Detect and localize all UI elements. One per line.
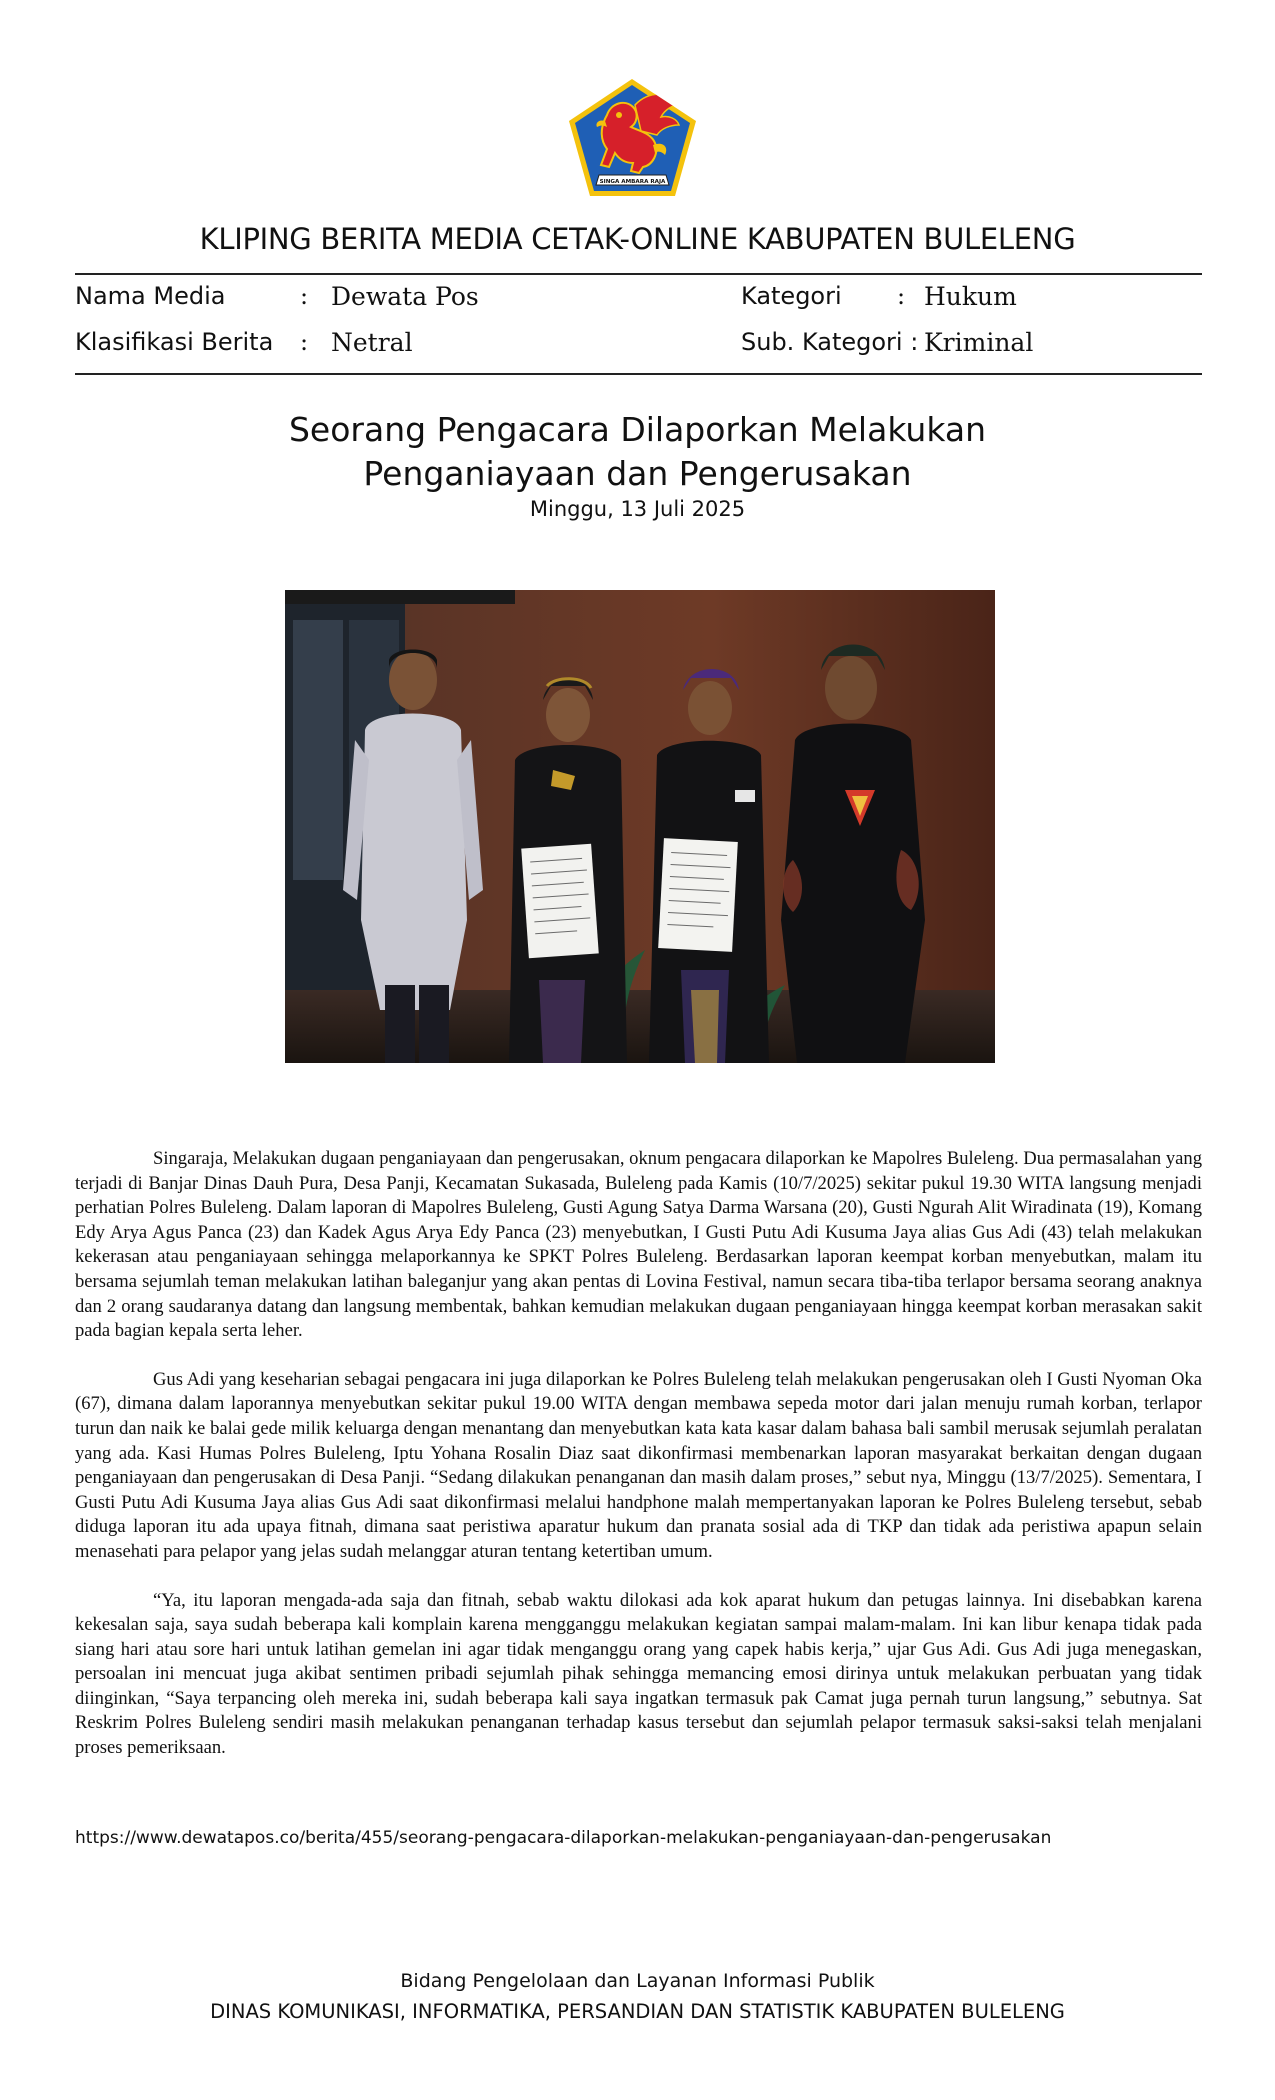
nama-media-colon: : xyxy=(300,282,309,310)
clipping-header-title: KLIPING BERITA MEDIA CETAK-ONLINE KABUPATEN BULELENG xyxy=(199,222,1076,256)
logo-motto: SINGA AMBARA RAJA xyxy=(599,179,666,185)
article-paragraph-2: Gus Adi yang keseharian sebagai pengacara ini juga dilaporkan ke Polres Buleleng telah melakukan pengerusakan oleh I Gusti Nyoman Oka (67), dimana dalam laporannya menyebutkan sekitar pukul 19.00 WITA dengan membawa sepeda motor dari jalan menuju rumah korban, terlapor turun dan naik ke balai gede milik keluarga dengan menantang dan menyebutkan kata kata kasar dalam bahasa bali sambil merusak sejumlah peralatan yang ada. Kasi Humas Polres Buleleng, Iptu Yohana Rosalin Diaz saat dikonfirmasi membenarkan laporan masyarakat berkaitan dengan dugaan penganiayaan dan pengerusakan di Desa Panji. “Sedang dilakukan penanganan dan masih dalam proses,” sebut nya, Minggu (13/7/2025). Sementara, I Gusti Putu Adi Kusuma Jaya alias Gus Adi saat dikonfirmasi melalui handphone malah mempertanyakan laporan ke Polres Buleleng tersebut, sebab diduga laporan itu ada upaya fitnah, dimana saat peristiwa aparatur hukum dan pranata sosial ada di TKP dan tidak ada peristiwa apapun selain menasehati para pelapor yang jelas sudah melanggar aturan tentang ketertiban umum. xyxy=(75,1368,1202,1562)
footer-agency: DINAS KOMUNIKASI, INFORMATIKA, PERSANDIAN DAN STATISTIK KABUPATEN BULELENG xyxy=(210,2000,1065,2023)
nama-media-label: Nama Media xyxy=(75,282,226,310)
footer-division: Bidang Pengelolaan dan Layanan Informasi Publik xyxy=(400,1970,875,1992)
header-divider-top xyxy=(75,273,1202,275)
sub-kategori-value: Kriminal xyxy=(924,328,1034,357)
klasifikasi-berita-label: Klasifikasi Berita xyxy=(75,328,274,356)
source-url-link[interactable]: https://www.dewatapos.co/berita/455/seorang-pengacara-dilaporkan-melakukan-penganiayaan-dan-pengerusakan xyxy=(75,1828,1052,1848)
nama-media-value: Dewata Pos xyxy=(331,282,479,311)
article-body xyxy=(75,1147,1202,1785)
article-title-line-2: Penganiayaan dan Pengerusakan xyxy=(363,454,912,493)
kategori-label: Kategori xyxy=(741,282,842,310)
header-divider-bottom xyxy=(75,373,1202,375)
kategori-colon: : xyxy=(897,282,906,310)
article-title-line-1: Seorang Pengacara Dilaporkan Melakukan xyxy=(288,410,986,449)
article-paragraph-3: “Ya, itu laporan mengada-ada saja dan fitnah, sebab waktu dilokasi ada kok aparat hukum dan petugas lainnya. Ini disebabkan karena kekesalan saja, saya sudah beberapa kali komplain karena mengganggu melakukan kegiatan sampai malam-malam. Ini kan libur kenapa tidak pada siang hari atau sore hari untuk latihan gemelan ini agar tidak menganggu orang yang capek habis kerja,” ujar Gus Adi. Gus Adi juga menegaskan, persoalan ini mencuat juga akibat sentimen pribadi sejumlah pihak sehingga memancing emosi dirinya untuk melakukan perbuatan yang tidak diinginkan, “Saya terpancing oleh mereka ini, sudah beberapa kali saya ingatkan termasuk pak Camat juga pernah turun langsung,” sebutnya. Sat Reskrim Polres Buleleng sendiri masih melakukan penanganan terhadap kasus tersebut dan sejumlah pelapor termasuk saksi-saksi telah menjalani proses pemeriksaan. xyxy=(75,1589,1202,1759)
article-date: Minggu, 13 Juli 2025 xyxy=(529,497,746,521)
klasifikasi-berita-value: Netral xyxy=(331,328,413,357)
article-paragraph-1: Singaraja, Melakukan dugaan penganiayaan dan pengerusakan, oknum pengacara dilaporkan ke Mapolres Buleleng. Dua permasalahan yang terjadi di Banjar Dinas Dauh Pura, Desa Panji, Kecamatan Sukasada, Buleleng pada Kamis (10/7/2025) sekitar pukul 19.30 WITA langsung menjadi perhatian Polres Buleleng. Dalam laporan di Mapolres Buleleng, Gusti Agung Satya Darma Warsana (20), Gusti Ngurah Alit Wiradinata (19), Komang Edy Arya Agus Panca (23) dan Kadek Agus Arya Edy Panca (23) menyebutkan, I Gusti Putu Adi Kusuma Jaya alias Gus Adi (43) telah melakukan kekerasan atau penganiayaan sehingga melaporkannya ke SPKT Polres Buleleng. Berdasarkan laporan keempat korban menyebutkan, malam itu bersama sejumlah teman melakukan latihan baleganjur yang akan pentas di Lovina Festival, namun secara tiba-tiba terlapor bersama seorang anaknya dan 2 orang saudaranya datang dan langsung membentak, bahkan kemudian melakukan dugaan penganiayaan hingga keempat korban merasakan sakit pada bagian kepala serta leher. xyxy=(75,1148,1202,1342)
news-photo xyxy=(285,590,995,1063)
klasifikasi-berita-colon: : xyxy=(300,328,309,356)
singa-ambara-raja-emblem-icon xyxy=(565,75,700,200)
sub-kategori-label: Sub. Kategori : xyxy=(741,328,919,356)
kategori-value: Hukum xyxy=(924,282,1017,311)
article-title xyxy=(0,408,1275,496)
